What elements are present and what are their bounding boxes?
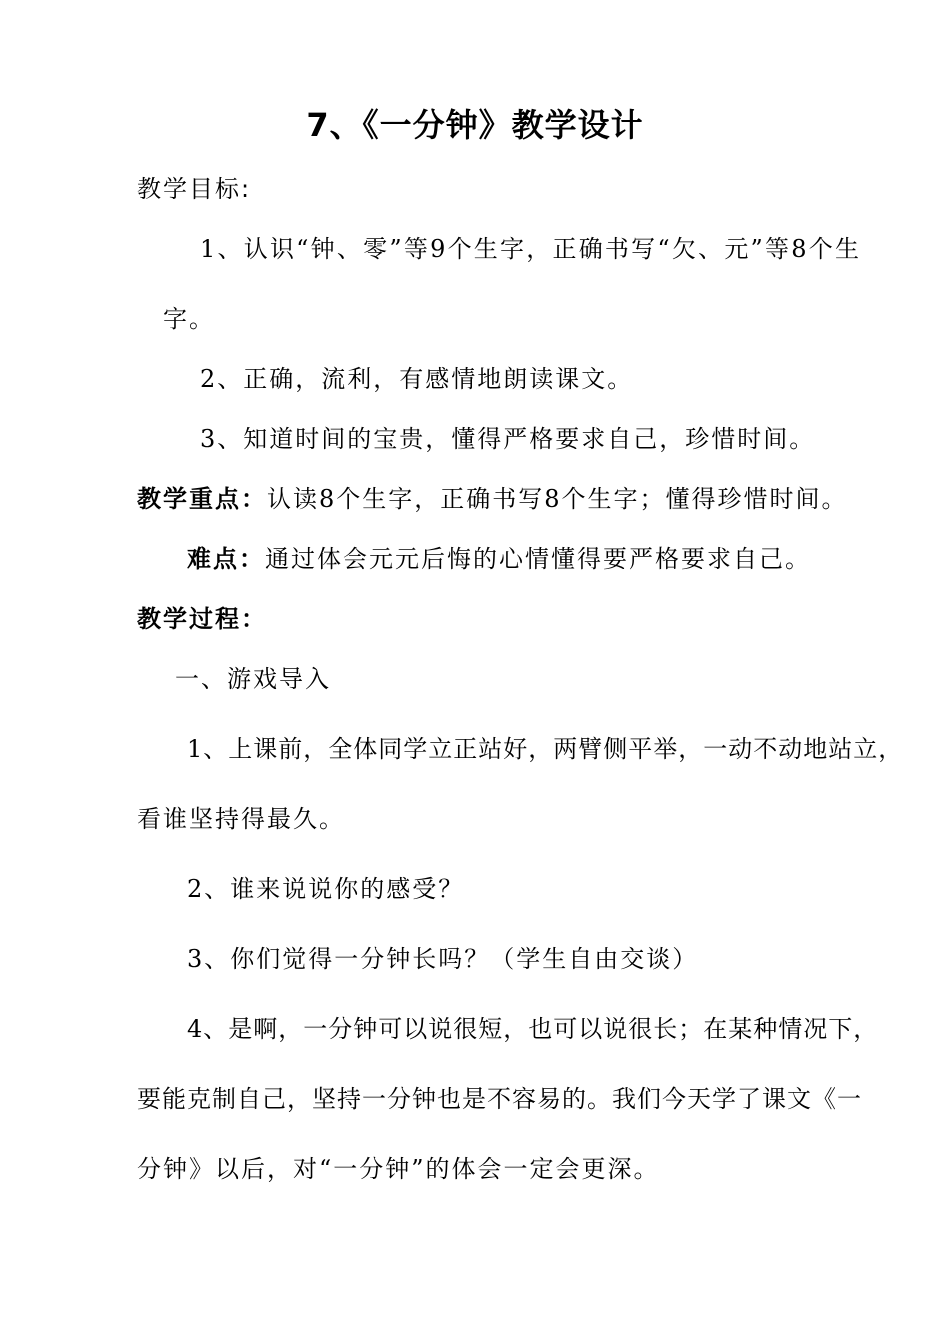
key-points-text: 认读8个生字，正确书写8个生字；懂得珍惜时间。 (267, 485, 848, 513)
section-1-heading: 一、游戏导入 (175, 665, 331, 693)
process-heading: 教学过程： (137, 605, 267, 633)
difficulty-label: 难点： (187, 545, 265, 573)
objective-3: 3、知道时间的宝贵，懂得严格要求自己，珍惜时间。 (200, 425, 816, 453)
objectives-heading: 教学目标: (137, 175, 252, 203)
page-title: 7、《一分钟》教学设计 (306, 106, 644, 144)
step-1-line-1: 1、上课前，全体同学立正站好，两臂侧平举，一动不动地站立， (187, 735, 904, 763)
key-points-label: 教学重点： (137, 485, 267, 513)
step-2: 2、谁来说说你的感受？ (187, 875, 465, 903)
difficulty-row (187, 544, 811, 574)
objective-1-line-1: 1、认识“钟、零”等9个生字，正确书写“欠、元”等8个生 (200, 235, 860, 263)
key-points-row (137, 484, 848, 514)
difficulty-text: 通过体会元元后悔的心情懂得要严格要求自己。 (265, 545, 811, 573)
objective-1-line-2: 字。 (163, 305, 215, 333)
step-3: 3、你们觉得一分钟长吗？（学生自由交谈） (187, 945, 699, 973)
objective-2: 2、正确，流利，有感情地朗读课文。 (200, 365, 634, 393)
step-1-line-2: 看谁坚持得最久。 (137, 805, 345, 833)
step-4-line-2: 要能克制自己，坚持一分钟也是不容易的。我们今天学了课文《一 (137, 1085, 862, 1113)
step-4-line-3: 分钟》以后，对“一分钟”的体会一定会更深。 (137, 1155, 660, 1183)
step-4-line-1: 4、是啊，一分钟可以说很短，也可以说很长；在某种情况下， (187, 1015, 879, 1043)
